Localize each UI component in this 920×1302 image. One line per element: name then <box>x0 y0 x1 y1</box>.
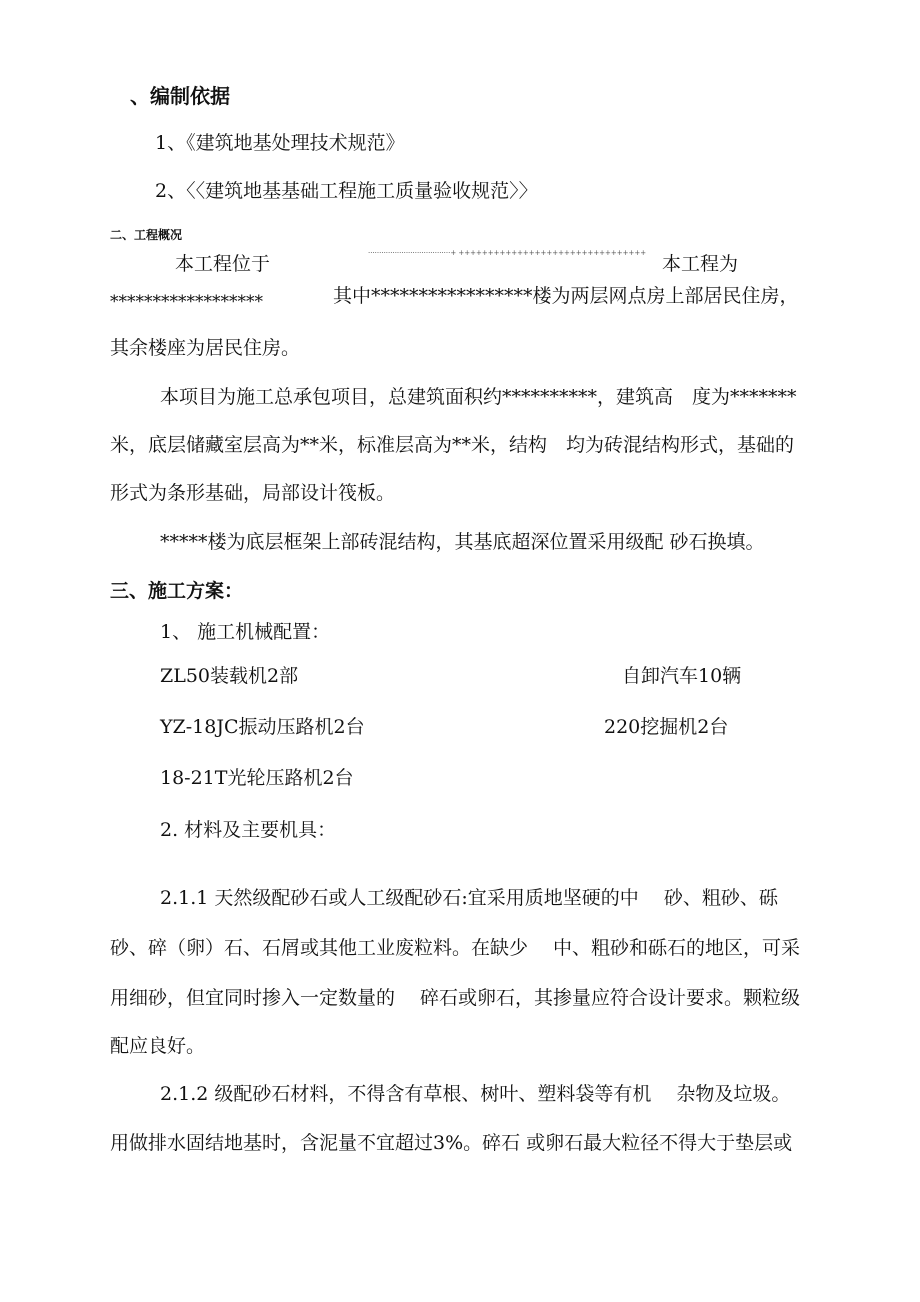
overview-para2-line3: 形式为条形基础，局部设计筏板。 <box>110 482 396 504</box>
material-212-line1: 2.1.2 级配砂石材料，不得含有草根、树叶、塑料袋等有机 杂物及垃圾。 <box>160 1083 791 1105</box>
overview-stars: ****************** <box>110 292 263 312</box>
machine-item: 自卸汽车10辆 <box>622 665 742 687</box>
overview-para2-line2: 米，底层储藏室层高为**米，标准层高为**米，结构 均为砖混结构形式，基础的 <box>110 434 795 456</box>
materials-heading: 2. 材料及主要机具： <box>160 819 337 841</box>
machines-heading: 1、 施工机械配置： <box>160 621 331 643</box>
overview-para3: *****楼为底层框架上部砖混结构，其基底超深位置采用级配 砂石换填。 <box>160 531 765 553</box>
machine-item: YZ-18JC振动压路机2台 <box>160 716 365 738</box>
overview-project-label: 本工程为 <box>662 253 739 275</box>
material-211-line3: 用细砂，但宜同时掺入一定数量的 碎石或卵石，其掺量应符合设计要求。颗粒级 <box>110 987 801 1009</box>
machine-item: ZL50装载机2部 <box>160 665 299 687</box>
basis-item-2: 2、〈〈建筑地基基础工程施工质量验收规范〉〉 <box>155 180 538 202</box>
basis-item-1: 1、《建筑地基处理技术规范》 <box>155 132 405 154</box>
section-heading-overview: 二、工程概况 <box>110 228 183 242</box>
material-211-line2: 砂、碎（卵）石、石屑或其他工业废粒料。在缺少 中、粗砂和砾石的地区，可采 <box>110 937 801 959</box>
section-heading-plan: 三、施工方案： <box>110 580 244 602</box>
material-212-line2: 用做排水固结地基时，含泥量不宜超过3%。碎石 或卵石最大粒径不得大于垫层或 <box>110 1132 793 1154</box>
overview-para2-line1: 本项目为施工总承包项目，总建筑面积约**********，建筑高 度为******* <box>160 386 797 408</box>
section-heading-basis: 、编制依据 <box>130 84 230 108</box>
overview-location-label: 本工程位于 <box>175 253 271 275</box>
overview-para1-line3: 其余楼座为居民住房。 <box>110 337 301 359</box>
material-211-line1: 2.1.1 天然级配砂石或人工级配砂石:宜采用质地坚硬的中 砂、粗砂、砾 <box>160 887 778 909</box>
machine-item: 220挖掘机2台 <box>604 716 729 738</box>
overview-para1-line2: 其中*****************楼为两层网点房上部居民住房， <box>333 285 799 307</box>
machine-item: 18-21T光轮压路机2台 <box>160 767 354 789</box>
overview-location-placeholder: ·····································+ ++++++++++++++++++++++++++++++++ <box>368 249 647 257</box>
material-211-line4: 配应良好。 <box>110 1035 206 1057</box>
